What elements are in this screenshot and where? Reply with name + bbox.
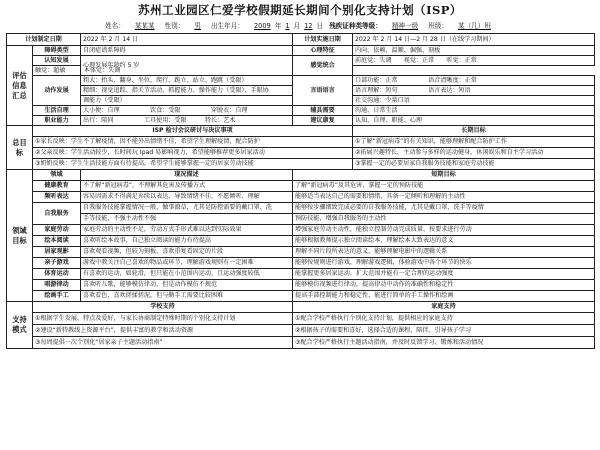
domain-present: 喜欢看色，喜欢搓揉搓泥，但与勤手工需要比较困难 — [81, 291, 293, 302]
domain-row — [7, 269, 595, 280]
support-home-item: ③配合学校严格执行主题活动指南，并及时反馈学习、锻炼和活动情况 — [293, 337, 595, 349]
dob-label: 出生年月： — [210, 22, 244, 30]
gender-value: 男 — [194, 22, 201, 30]
domain-row — [7, 203, 595, 214]
support-section — [7, 302, 595, 349]
domains-head-domain: 领域 — [33, 170, 81, 181]
isp-table — [6, 33, 595, 349]
goal-long-item: ②拓展兴趣特长，主动参与多样的运动健身、休闲娱乐和自主学习活动 — [353, 148, 595, 159]
support-section-label: 支持模式 — [7, 302, 33, 349]
domain-row — [7, 225, 595, 236]
domain-present: 有喜欢的运动，如轮滑，但只能在小范围内运动，且运动强度较低 — [81, 269, 293, 280]
assessment-value-2: 触觉：超敏 本体觉：失调 — [33, 66, 81, 76]
assessment-section-label: 评估信息汇总 — [7, 46, 33, 126]
dob-year-unit: 年 — [274, 22, 282, 30]
support-school-head: 学校支持 — [33, 302, 293, 313]
domain-present: 游戏中教关注自己喜欢的物品或环节，理解游戏规则有一定困难 — [81, 258, 293, 269]
goals-header-row — [7, 126, 595, 137]
assessment-label-2: 辅具需要 — [293, 106, 353, 116]
assessment-value: 出行：陪同 工具使用：受限 特长：艺术 — [81, 116, 293, 126]
domains-head-short: 短期目标 — [293, 170, 595, 181]
domain-row — [7, 258, 595, 269]
domain-short-goal: 能够适当表达自己的需要和情绪，具备一定倾听和理解的主动性 — [293, 192, 595, 203]
domain-name: 亲子游戏 — [33, 258, 81, 269]
assessment-row — [7, 76, 595, 86]
domain-short-goal: 能够根据教师提示独立阅读绘本，理解绘本大致表达的意义 — [293, 236, 595, 247]
domain-row — [7, 192, 595, 203]
goal-long-item: ③掌握一定的必要居家自我服务技能和家庭劳动技能 — [353, 159, 595, 170]
name-value: 某某某 — [134, 22, 155, 30]
goals-short-head: ISP 检讨会议研讨与决议事项 — [33, 126, 353, 137]
domain-present: 喜欢听儿歌，能够模仿律动，但是动作模仿不规范 — [81, 280, 293, 291]
dob-day: 12 — [304, 22, 313, 30]
assessment-value-2: 内向、依赖、温顺、倔强、刻板 — [353, 46, 595, 56]
assessment-value: 精细：视觉追踪、指关节活动、抓握能力、操作能力（受限）、手眼协 — [81, 86, 293, 96]
goals-row — [7, 137, 595, 148]
domain-present: 家庭劳动的主动性不足，劳动方式手形式难以达到实际效果 — [81, 225, 293, 236]
domain-short-goal: 能够按步骤细致完成必要的自我服务技能，尤其是戴口罩、洗手等疫情 — [293, 203, 595, 214]
goals-row — [7, 159, 595, 170]
disability-label: 残疾证种类等级： — [329, 22, 382, 30]
domain-name: 唱游律动 — [33, 280, 81, 291]
dob-day-unit: 日 — [316, 22, 324, 30]
domain-present: 喜欢观看视频，但较为刻板，喜欢重复看固定的片段 — [81, 247, 293, 258]
support-row — [7, 313, 595, 325]
support-header-row — [7, 302, 595, 313]
support-row — [7, 337, 595, 349]
assessment-value-2: 语言理解：短句 语言表达：短语 — [353, 86, 595, 96]
assessment-value: 粗大：抬头、翻身、坐位、爬行、跪立、站立、跑跳（受限） — [81, 76, 293, 86]
goal-meeting-item: ①家长反映：学生不了解疫情，因不能外出情绪不佳，希望学生理解疫情，配合防护 — [33, 137, 353, 148]
domains-header-row — [7, 170, 595, 181]
domain-short-goal: 能够模仿视频进行律动，提高律动中动作的准确性和稳定性 — [293, 280, 595, 291]
domain-name: 健康教育 — [33, 181, 81, 192]
domain-short-goal: 了解“新冠病毒”及其危害，掌握一定的预防技能 — [293, 181, 595, 192]
assessment-row — [7, 116, 595, 126]
support-school-item: ③每周提供一次个别化“居家亲子主题活动指南” — [33, 337, 293, 349]
class-label: 班级： — [428, 22, 448, 30]
goals-row — [7, 148, 595, 159]
dob-year: 2009 — [253, 22, 271, 30]
domain-row — [7, 280, 595, 291]
assessment-label-2: 言语语言 — [293, 76, 353, 106]
document-title: 苏州工业园区仁爱学校假期延长期间个别化支持计划（ISP） — [138, 3, 462, 17]
gender-label: 性别： — [164, 22, 185, 30]
assessment-value: 调能力（受限） — [81, 96, 293, 106]
support-home-head: 家庭支持 — [293, 302, 595, 313]
assessment-label-2: 感觉统合 — [293, 56, 353, 76]
domain-name: 家庭劳动 — [33, 225, 81, 236]
dates-row — [7, 34, 595, 46]
domain-short-goal: 理解不同片段所表达的意义，能够理解电影中的逻辑关系 — [293, 247, 595, 258]
domain-short-goal: 预防技能，增强自我服务的主动性 — [293, 214, 595, 225]
domain-row — [7, 181, 595, 192]
domain-row — [7, 214, 595, 225]
assessment-value-2: 口部功能：正常 语音清晰度：正常 — [353, 76, 595, 86]
assessment-value-2: 前庭觉：失调 视觉：正常 听觉：正常 — [353, 56, 595, 66]
domain-name: 频听表达 — [33, 192, 81, 203]
domain-row — [7, 247, 595, 258]
disability-value: 精神一级 — [391, 22, 419, 30]
dob-month: 1 — [285, 22, 290, 30]
assessment-section — [7, 46, 595, 126]
domains-section-label: 领域目标 — [7, 170, 33, 302]
assessment-label-2: 建议康复 — [293, 116, 353, 126]
domain-name: 自我服务 — [33, 203, 81, 225]
goal-meeting-item: ③奶奶反映：学生生活技能方面有待提高，希望学生能够掌握一定的居家劳动技能 — [33, 159, 353, 170]
plan-date-label: 计划制定日期 — [7, 34, 81, 46]
support-school-item: ①根据学生发展、特点及爱好，与家长协商制定特殊时期的个别化支持计划 — [33, 313, 293, 325]
domains-head-present: 现况描述 — [81, 170, 293, 181]
assessment-value: 大小便：自理 饮食：受限 穿脱衣：自理 — [81, 106, 293, 116]
assessment-label: 生活自理 — [33, 106, 81, 116]
domain-row — [7, 291, 595, 302]
domain-row — [7, 236, 595, 247]
student-info-line — [0, 20, 600, 33]
domain-name: 体育运动 — [33, 269, 81, 280]
domain-present: 不了解“新冠病毒”，不理解其危害及传播方式 — [81, 181, 293, 192]
domains-section — [7, 170, 595, 302]
assessment-value-2: 认知、自理、职能、心理 — [353, 116, 595, 126]
plan-date-value: 2022 年 2 月 14 日 — [81, 34, 293, 46]
domain-name: 绘本阅读 — [33, 236, 81, 247]
goals-section — [7, 126, 595, 170]
goal-long-item: ①了解“新冠病毒”的有关知识，能够理解和配合防护工作 — [353, 137, 595, 148]
assessment-label: 认知发展 — [33, 56, 81, 66]
assessment-row — [7, 46, 595, 56]
support-home-item: ①配合学校严格执行个别化支持计划，提供相应的家庭支持 — [293, 313, 595, 325]
goals-long-head: 长期目标 — [353, 126, 595, 137]
domain-short-goal: 能够按规则进行游戏，理解游戏逻辑，体验游戏中各个环节的快乐 — [293, 258, 595, 269]
assessment-row — [7, 106, 595, 116]
support-home-item: ②根据孩子的需要和喜好，选择合适的课程，陪伴、引导孩子学习 — [293, 325, 595, 337]
impl-date-label: 计划实施日期 — [293, 34, 353, 46]
domain-short-goal: 能掌握更多居家运动，扩大范围并能有一定合理的运动强度 — [293, 269, 595, 280]
assessment-label: 动作发展 — [33, 76, 81, 106]
domain-name: 绘画手工 — [33, 291, 81, 302]
domain-short-goal: 提高手部控制能力和稳定性，能进行简单的手工操作和绘画 — [293, 291, 595, 302]
support-row — [7, 325, 595, 337]
assessment-label-2: 心理特征 — [293, 46, 353, 56]
domain-present: 自我服务技能掌握情况一般，做事潦草，尤其是防控需要的戴口罩、洗 — [81, 203, 293, 214]
assessment-row — [7, 56, 595, 66]
class-value: 某（几）班 — [458, 22, 491, 30]
assessment-value-2: 社交沟通：少量口语 — [353, 96, 595, 106]
goal-meeting-item: ②父亲反映：学生活动较少，长时间玩 Ipad 易影响视力，希望能够推荐更多居家活动 — [33, 148, 353, 159]
assessment-value-2: 沟通、日常生活 — [353, 106, 595, 116]
dob-month-unit: 月 — [293, 22, 301, 30]
assessment-value: 自闭症谱系障碍 — [81, 46, 293, 56]
domain-short-goal: 增强家庭劳动主动性，能独立控制劳动完成质量，按要求进行劳动 — [293, 225, 595, 236]
domain-name: 居家观影 — [33, 247, 81, 258]
name-label: 姓名： — [105, 22, 125, 30]
assessment-value: 心理发展年龄约 5 岁 — [81, 56, 293, 76]
domain-present: 手等技能，不强主动性不强 — [81, 214, 293, 225]
domain-present: 喜欢听绘本故事，自己独立阅读的能力有待提高 — [81, 236, 293, 247]
impl-date-value: 2022 年 2 月 14 日—2 月 28 日（在线学习期间） — [353, 34, 595, 46]
assessment-label: 职业能力 — [33, 116, 81, 126]
goals-section-label: 总目标 — [7, 126, 33, 170]
assessment-label: 障碍类型 — [33, 46, 81, 56]
support-school-item: ②建设“新特教线上资源平台”，提供丰富的教学和活动资源 — [33, 325, 293, 337]
domain-present: 容易因需求不得满足弃续以表达，导致情绪不佳，不愿倾听、理解 — [81, 192, 293, 203]
